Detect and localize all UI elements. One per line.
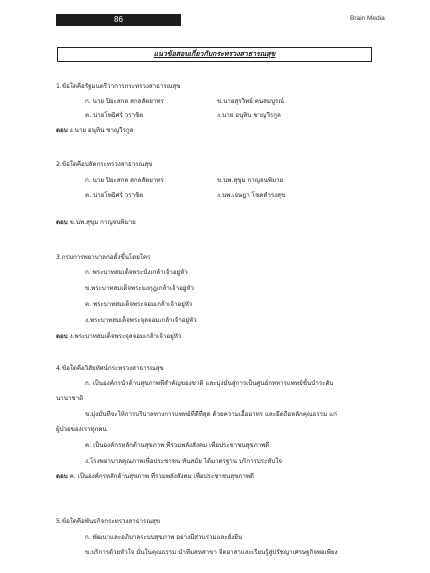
q5-choice-b: ข.บริการด้วยหัวใจ มั่นในคุณธรรม นำทีมสหสาขา จิตอาสาและเรียนรู้สู่ปรัชญาเศรษฐกิจพอเพียง bbox=[85, 549, 338, 556]
q1-choice-b: ข.นายสุรวิทย์ คนสมบูรณ์ bbox=[217, 98, 284, 105]
q4-answer-text: ค. เป็นองค์กรหลักด้านสุขภาพ ที่รวมพลังสังคม เพื่อประชาชนสุขภาพดี bbox=[69, 473, 254, 480]
q1-answer bbox=[56, 126, 133, 135]
page-title: แนวข้อสอบเกี่ยวกับกระทรวงสาธารณสุข bbox=[57, 47, 372, 62]
answer-label: ตอบ bbox=[56, 473, 68, 480]
q4-choice-d: ง.โรงพยาบาลคุณภาพเพื่อประชาชน ทันสมัย ได้มาตรฐาน บริการประทับใจ bbox=[85, 458, 282, 465]
q4-choice-c: ค. เป็นองค์กรหลักด้านสุขภาพ ที่รวมพลังสังคม เพื่อประชาชนสุขภาพดี bbox=[85, 442, 270, 449]
answer-label: ตอบ bbox=[56, 333, 68, 340]
q4-answer bbox=[56, 472, 254, 481]
q3-choice-c: ค. พระบาทสมเด็จพระจอมเกล้าเจ้าอยู่หัว bbox=[85, 301, 193, 308]
q3-choice-d: ง.พระบาทสมเด็จพระจุลจอมเกล้าเจ้าอยู่หัว bbox=[85, 317, 197, 324]
q2-choice-d: ง.นพ.เจษฎา โชคดำรงสุข bbox=[217, 192, 286, 199]
q2-answer-text: ข.นพ.สุขุม กาญจนพิมาย bbox=[69, 219, 136, 226]
question-5: 5.ข้อใดคือพันธกิจกระทรวงสาธารณสุข bbox=[56, 518, 161, 525]
q3-answer-text: ง.พระบาทสมเด็จพระจุลจอมเกล้าเจ้าอยู่หัว bbox=[69, 333, 182, 340]
brand-label: Brain Media bbox=[350, 15, 385, 22]
question-1: 1.ข้อใดคือรัฐมนตรีว่าการกระทรวงสาธารณสุข bbox=[56, 83, 181, 90]
q1-choice-c: ค. นายโพธิศร์ วราชิต bbox=[85, 112, 144, 119]
q1-choice-a: ก. นาย ปิยะสกล สกลสัตยาทร bbox=[85, 98, 164, 105]
q3-choice-b: ข.พระบาทสมเด็จพระมงกุฎเกล้าเจ้าอยู่หัว bbox=[85, 285, 194, 292]
page-number: 86 bbox=[56, 14, 181, 26]
q2-choice-a: ก. นาย ปิยะสกล สกลสัตยาทร bbox=[85, 177, 164, 184]
q2-choice-b: ข.นพ.สุขุม กาญจนพิมาย bbox=[217, 177, 284, 184]
question-3: 3.กรมการพยาบาลก่อตั้งขึ้นโดยใคร bbox=[56, 254, 151, 261]
q4-choice-b-cont: ผู้ป่วยของเราทุกคน bbox=[56, 426, 107, 433]
q4-choice-a: ก. เป็นองค์กรนำด้านสุขภาพที่สำคัญของชาติ และมุ่งมั่นสู่การเป็นศูนย์กทหารแพทย์ชั้นนำระดับ bbox=[85, 380, 334, 387]
q5-choice-a: ก. พัฒนาและอภิบาลระบบสุขภาพ อย่างมีส่วนร่วมและยั่งยืน bbox=[85, 534, 243, 541]
question-4: 4.ข้อใดคือวิสัยทัศน์กระทรวงสาธารณสุข bbox=[56, 365, 164, 372]
q1-choice-d: ง.นาย อนุทิน ชาญวีรกูล bbox=[217, 112, 281, 119]
q2-answer bbox=[56, 218, 136, 227]
question-2: 2.ข้อใดคือปลัดกระทรวงสาธารณสุข bbox=[56, 161, 153, 168]
q2-choice-c: ค. นายโพธิศร์ วราชิต bbox=[85, 192, 144, 199]
answer-label: ตอบ bbox=[56, 219, 68, 226]
q1-answer-text: ง.นาย อนุทิน ชาญวีรกูล bbox=[69, 127, 134, 134]
q4-choice-b: ข.มุ่งมั่นที่จะให้การบริบาลทางการแพทย์ที่ดีที่สุด ด้วยความเอื้ออาทร และยึดถือหลักคุณธรรม แก่ bbox=[85, 411, 337, 418]
q3-choice-a: ก. พระบาทสมเด็จพระนั่งเกล้าเจ้าอยู่หัว bbox=[85, 269, 188, 276]
q3-answer bbox=[56, 332, 181, 341]
answer-label: ตอบ bbox=[56, 127, 68, 134]
q4-choice-a-cont: นานาชาติ bbox=[56, 395, 84, 402]
